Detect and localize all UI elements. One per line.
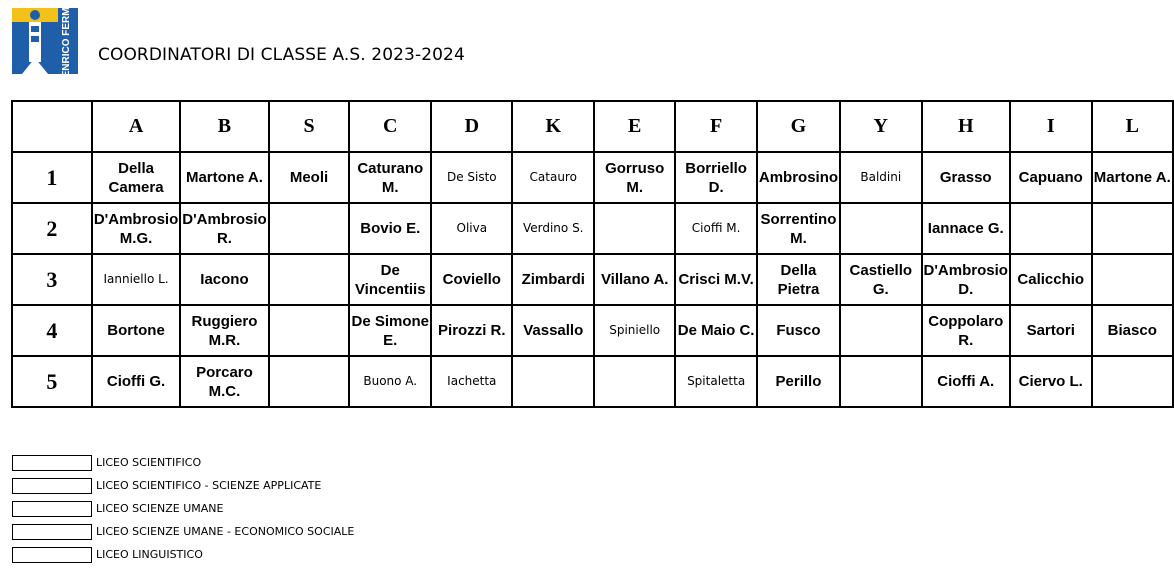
legend [12, 451, 354, 566]
table-cell: Villano A. [594, 254, 675, 305]
column-header: S [269, 101, 350, 152]
table-cell [512, 356, 594, 407]
column-header: A [92, 101, 180, 152]
legend-item [12, 520, 354, 543]
table-cell: Biasco [1092, 305, 1173, 356]
school-logo [12, 8, 78, 74]
table-cell: Spitaletta [675, 356, 756, 407]
table-cell: Verdino S. [512, 203, 594, 254]
table-cell: Calicchio [1010, 254, 1092, 305]
table-cell: Borriello D. [675, 152, 756, 203]
table-cell: Cioffi A. [922, 356, 1010, 407]
table-cell: Martone A. [1092, 152, 1173, 203]
table-cell: Bortone [92, 305, 180, 356]
table-cell: Bovio E. [349, 203, 431, 254]
table-cell: Caturano M. [349, 152, 431, 203]
table-cell: Della Pietra [757, 254, 840, 305]
legend-swatch [12, 455, 92, 471]
column-header: L [1092, 101, 1173, 152]
row-header: 1 [12, 152, 92, 203]
column-header: E [594, 101, 675, 152]
legend-swatch [12, 478, 92, 494]
table-cell: Catauro [512, 152, 594, 203]
table-cell: De Sisto [431, 152, 512, 203]
table-cell: Grasso [922, 152, 1010, 203]
school-logo-icon [12, 8, 78, 74]
table-cell: D'Ambrosio R. [180, 203, 268, 254]
table-cell: Sorrentino M. [757, 203, 840, 254]
legend-swatch [12, 501, 92, 517]
legend-item [12, 497, 354, 520]
legend-label: LICEO SCIENZE UMANE - ECONOMICO SOCIALE [96, 525, 355, 538]
legend-swatch [12, 547, 92, 563]
legend-label: LICEO LINGUISTICO [96, 548, 203, 561]
column-header: B [180, 101, 268, 152]
table-cell: Ruggiero M.R. [180, 305, 268, 356]
table-cell: Meoli [269, 152, 350, 203]
legend-label: LICEO SCIENTIFICO - SCIENZE APPLICATE [96, 479, 322, 492]
table-row [12, 203, 1173, 254]
legend-item [12, 474, 354, 497]
table-cell: Ambrosino [757, 152, 840, 203]
table-cell: Coppolaro R. [922, 305, 1010, 356]
table-cell [269, 203, 350, 254]
table-cell: Zimbardi [512, 254, 594, 305]
row-header: 2 [12, 203, 92, 254]
table-cell: Perillo [757, 356, 840, 407]
column-header: G [757, 101, 840, 152]
corner-cell [12, 101, 92, 152]
table-cell: Sartori [1010, 305, 1092, 356]
row-header: 3 [12, 254, 92, 305]
table-cell: Ianniello L. [92, 254, 180, 305]
column-header: I [1010, 101, 1092, 152]
table-cell: D'Ambrosio D. [922, 254, 1010, 305]
table-cell [269, 254, 350, 305]
table-cell: D'Ambrosio M.G. [92, 203, 180, 254]
table-cell: Martone A. [180, 152, 268, 203]
legend-label: LICEO SCIENZE UMANE [96, 502, 224, 515]
table-cell [594, 356, 675, 407]
table-cell [1010, 203, 1092, 254]
column-header: D [431, 101, 512, 152]
table-row [12, 305, 1173, 356]
table-cell: Iacono [180, 254, 268, 305]
table-cell [1092, 203, 1173, 254]
table-cell: Oliva [431, 203, 512, 254]
table-cell: Vassallo [512, 305, 594, 356]
column-header: K [512, 101, 594, 152]
column-header: Y [840, 101, 922, 152]
table-cell [1092, 254, 1173, 305]
table-cell: Castiello G. [840, 254, 922, 305]
table-cell [269, 356, 350, 407]
table-cell: Cioffi G. [92, 356, 180, 407]
table-cell: Porcaro M.C. [180, 356, 268, 407]
legend-swatch [12, 524, 92, 540]
table-cell: Pirozzi R. [431, 305, 512, 356]
table-cell [840, 356, 922, 407]
table-cell: Buono A. [349, 356, 431, 407]
row-header: 4 [12, 305, 92, 356]
table-cell: De Simone E. [349, 305, 431, 356]
legend-label: LICEO SCIENTIFICO [96, 456, 202, 469]
table-cell: Fusco [757, 305, 840, 356]
table-cell [840, 203, 922, 254]
table-cell: Baldini [840, 152, 922, 203]
table-cell: Crisci M.V. [675, 254, 756, 305]
table-cell: Coviello [431, 254, 512, 305]
table-cell: Ciervo L. [1010, 356, 1092, 407]
column-header: F [675, 101, 756, 152]
document-title: COORDINATORI DI CLASSE A.S. 2023-2024 [98, 45, 465, 65]
table-cell [269, 305, 350, 356]
row-header: 5 [12, 356, 92, 407]
table-row [12, 152, 1173, 203]
table-row [12, 254, 1173, 305]
column-header: C [349, 101, 431, 152]
legend-item [12, 451, 354, 474]
column-header: H [922, 101, 1010, 152]
table-cell: De Maio C. [675, 305, 756, 356]
legend-item [12, 543, 354, 566]
table-cell: Capuano [1010, 152, 1092, 203]
table-row [12, 356, 1173, 407]
table-cell [1092, 356, 1173, 407]
table-cell: Spiniello [594, 305, 675, 356]
table-cell: Cioffi M. [675, 203, 756, 254]
logo-text: ENRICO FERMI [61, 8, 72, 74]
table-cell: Iachetta [431, 356, 512, 407]
table-cell [840, 305, 922, 356]
table-cell: De Vincentiis [349, 254, 431, 305]
table-cell [594, 203, 675, 254]
table-cell: Della Camera [92, 152, 180, 203]
table-cell: Gorruso M. [594, 152, 675, 203]
header-row [12, 101, 1173, 152]
table-cell: Iannace G. [922, 203, 1010, 254]
coordinators-table [11, 100, 1174, 408]
